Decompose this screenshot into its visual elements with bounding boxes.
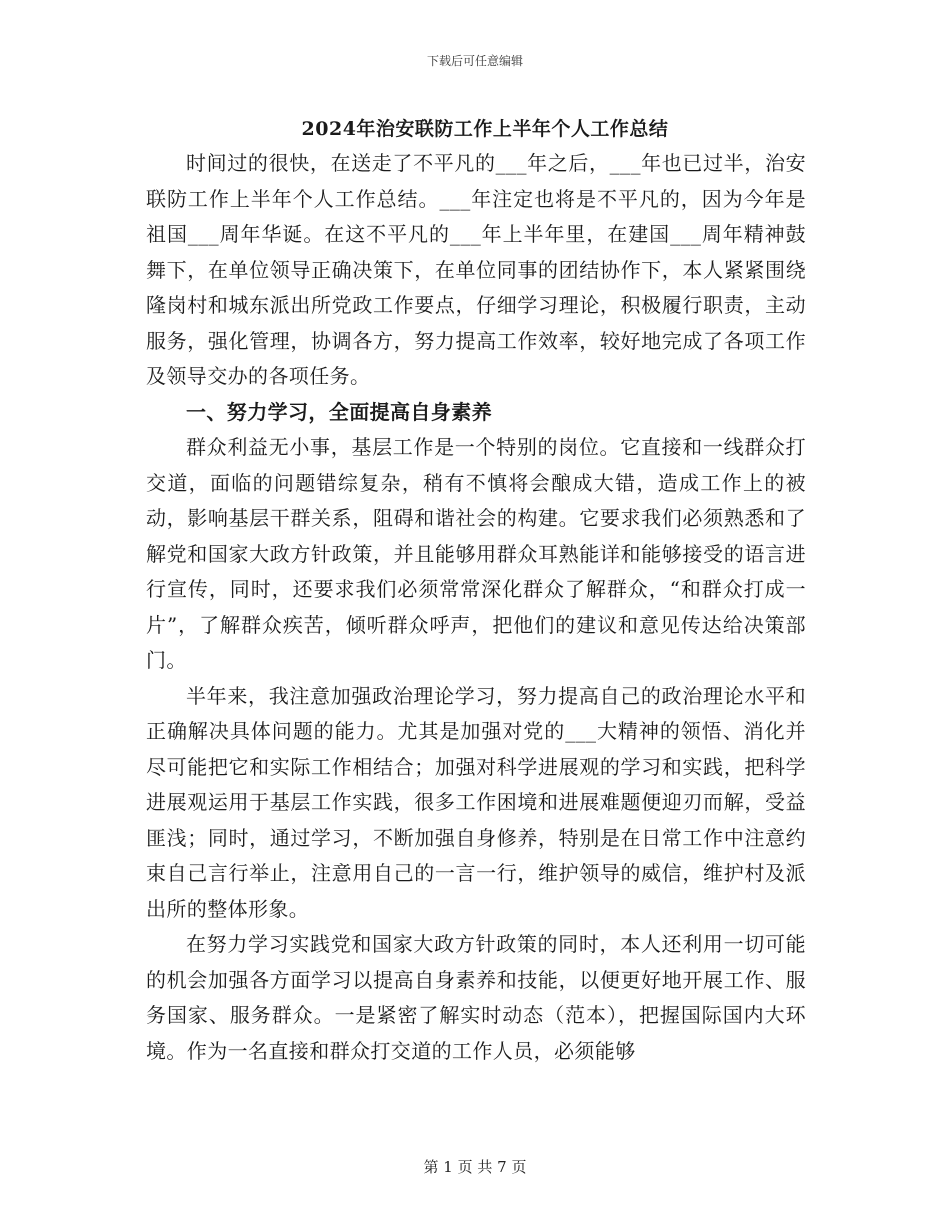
document-body [146,146,806,1069]
section-paragraph-1: 群众利益无小事，基层工作是一个特别的岗位。它直接和一线群众打交道，面临的问题错综复杂，稍有不慎将会酿成大错，造成工作上的被动，影响基层干群关系，阻碍和谐社会的构建。它要求我们必须熟悉和了解党和国家大政方针政策，并且能够用群众耳熟能详和能够接受的语言进行宣传，同时，还要求我们必须常常深化群众了解群众，“和群众打成一片”，了解群众疾苦，倾听群众呼声，把他们的建议和意见传达给决策部门。 [146,435,806,672]
page-number: 第 1 页 共 7 页 [423,1158,527,1176]
document-title: 2024年治安联防工作上半年个人工作总结 [301,118,669,140]
section-paragraph-3: 在努力学习实践党和国家大政方针政策的同时，本人还利用一切可能的机会加强各方面学习以提高自身素养和技能，以便更好地开展工作、服务国家、服务群众。一是紧密了解实时动态（范本），把握国际国内大环境。作为一名直接和群众打交道的工作人员，必须能够 [146,932,806,1063]
section-paragraph-2: 半年来，我注意加强政治理论学习，努力提高自己的政治理论水平和正确解决具体问题的能力。尤其是加强对党的___大精神的领悟、消化并尽可能把它和实际工作相结合；加强对科学进展观的学习和实践，把科学进展观运用于基层工作实践，很多工作困境和进展难题便迎刃而解，受益匪浅；同时，通过学习，不断加强自身修养，特别是在日常工作中注意约束自己言行举止，注意用自己的一言一行，维护领导的威信，维护村及派出所的整体形象。 [146,683,806,921]
intro-paragraph: 时间过的很快，在送走了不平凡的___年之后，___年也已过半，治安联防工作上半年个人工作总结。___年注定也将是不平凡的，因为今年是祖国___周年华诞。在这不平凡的___年上半年里，在建国___周年精神鼓舞下，在单位领导正确决策下，在单位同事的团结协作下，本人紧紧围绕隆岗村和城东派出所党政工作要点，仔细学习理论，积极履行职责，主动服务，强化管理，协调各方，努力提高工作效率，较好地完成了各项工作及领导交办的各项任务。 [146,151,806,388]
section-heading: 一、努力学习，全面提高自身素养 [186,399,492,424]
header-note: 下载后可任意编辑 [426,54,523,68]
